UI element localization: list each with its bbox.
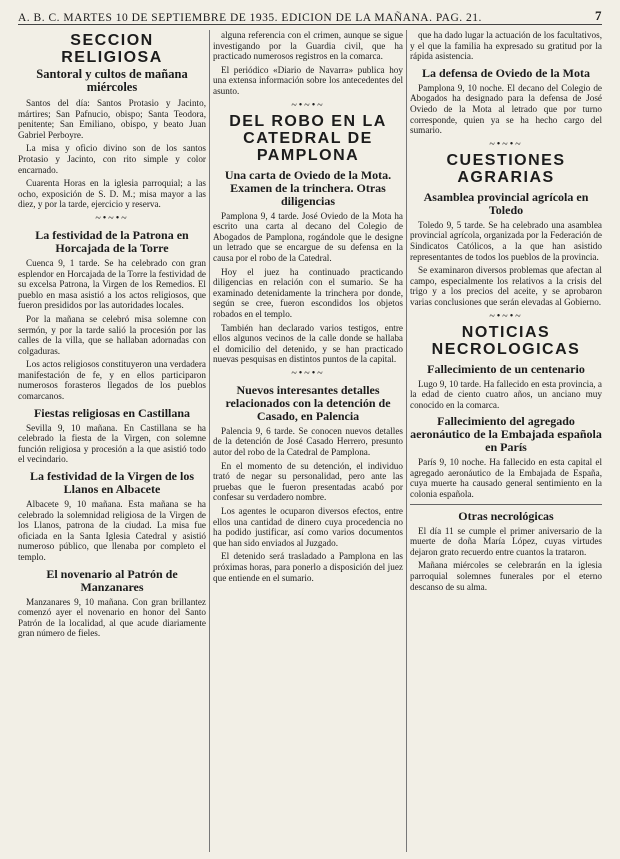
- article-paragraph: Cuenca 9, 1 tarde. Se ha celebrado con gran esplendor en Horcajada de la Torre la festividad de su excelsa Patrona, la Virgen de los Remedios. El pueblo en masa asistió a los actos religiosos, que fueron presididos por las autoridades locales.: [18, 257, 206, 311]
- section-subheadline: Santoral y cultos de mañana miércoles: [36, 67, 188, 94]
- article-paragraph: Toledo 9, 5 tarde. Se ha celebrado una asamblea provincial agrícola, organizada por la Federación de Sindicatos Católicos, a la que han asistido representantes de todos los pueblos de la provincia.: [410, 219, 602, 262]
- article-paragraph: El día 11 se cumple el primer aniversario de la muerte de doña María López, cuyas virtudes dejaron grato recuerdo entre cuantos la trataron.: [410, 525, 602, 557]
- ornament-divider: ~•~•~: [489, 310, 523, 322]
- article-paragraph: Lugo 9, 10 tarde. Ha fallecido en esta provincia, a la edad de ciento cuatro años, un anciano muy conocido en la comarca.: [410, 378, 602, 410]
- article-paragraph: Los actos religiosos constituyeron una verdadera manifestación de fe, y en ellos participaron numerosos forasteros llegados de los pueblos comarcanos.: [18, 359, 206, 402]
- section-headline: CUESTIONES AGRARIAS: [446, 151, 566, 186]
- article-paragraph: El detenido será trasladado a Pamplona en las próximas horas, para ponerlo a disposición del juez que entiende en el sumario.: [213, 551, 403, 583]
- column-center: [213, 30, 403, 854]
- article-headline: Fallecimiento de un centenario: [427, 361, 585, 376]
- column-right: [410, 30, 602, 854]
- article-headline: Una carta de Oviedo de la Mota. Examen de la trinchera. Otras diligencias: [224, 167, 392, 208]
- ornament-divider: ~•~•~: [291, 367, 325, 379]
- section-headline: SECCION RELIGIOSA: [61, 32, 163, 66]
- masthead-date-line: A. B. C. MARTES 10 DE SEPTIEMBRE DE 1935. EDICION DE LA MAÑANA. PAG. 21.: [18, 12, 482, 24]
- article-headline: Fiestas religiosas en Castillana: [33, 405, 191, 420]
- article-paragraph: Hoy el juez ha continuado practicando diligencias en relación con el sumario. Se ha examinado detenidamente la trinchera por donde, según se cree, fueron escondidos los objetos robados en el templo.: [213, 266, 403, 319]
- article-paragraph: Se examinaron diversos problemas que afectan al campo, especialmente los relativos a la crisis del trigo y a los precios del aceite, y se aprobaron varias conclusiones que serán elevadas al Gobierno.: [410, 265, 602, 307]
- article-paragraph: Pamplona 9, 4 tarde. José Oviedo de la Mota ha escrito una carta al decano del Colegio de Abogados de Pamplona, rogándole que le designe un letrado que se encargue de su defensa en la causa por el robo de la Catedral.: [213, 210, 403, 263]
- article-paragraph: Pamplona 9, 10 noche. El decano del Colegio de Abogados ha designado para la defensa de José Oviedo de la Mota al letrado que por turno corresponde, quien ya se ha hecho cargo del sumario.: [410, 82, 602, 136]
- article-headline: La festividad de la Patrona en Horcajada de la Torre: [35, 227, 189, 255]
- article-paragraph: alguna referencia con el crimen, aunque se sigue investigando por la Guardia civil, que ha practicado numerosos registros en la comarca.: [213, 30, 403, 62]
- article-paragraph: Mañana miércoles se celebrarán en la iglesia parroquial solemnes funerales por el eterno descanso de su alma.: [410, 560, 602, 592]
- article-headline: La festividad de la Virgen de los Llanos en Albacete: [29, 469, 194, 497]
- article-headline: Otras necrológicas: [458, 508, 554, 523]
- section-headline: NOTICIAS NECROLOGICAS: [431, 323, 581, 358]
- article-paragraph: Sevilla 9, 10 mañana. En Castillana se ha celebrado la fiesta de la Virgen, con solemne función religiosa y procesión a la que asistió todo el vecindario.: [18, 422, 206, 465]
- ornament-divider: ~•~•~: [291, 99, 325, 111]
- column-divider: [209, 30, 210, 852]
- section-headline: DEL ROBO EN LA CATEDRAL DE PAMPLONA: [229, 112, 387, 164]
- ornament-divider: ~•~•~: [95, 212, 129, 224]
- article-paragraph: En el momento de su detención, el individuo trató de negar su personalidad, pero ante las pruebas que le fueron presentadas acabó por confesar su verdadero nombre.: [213, 460, 403, 503]
- article-paragraph: Palencia 9, 6 tarde. Se conocen nuevos detalles de la detención de José Casado Herrero, presunto autor del robo de la Catedral de Pamplona.: [213, 425, 403, 458]
- article-paragraph: que ha dado lugar la actuación de los facultativos, y el que la familia ha expresado su gratitud por la rápida asistencia.: [410, 30, 602, 62]
- page-number: 7: [595, 8, 602, 23]
- article-headline: El novenario al Patrón de Manzanares: [46, 566, 178, 594]
- article-paragraph: La misa y oficio divino son de los santos Protasio y Jacinto, con rito simple y color encarnado.: [18, 143, 206, 175]
- article-paragraph: Los agentes le ocuparon diversos efectos, entre ellos una cantidad de dinero cuya procedencia no ha podido justificar, así como varios documentos que han sido enviados al Juzgado.: [213, 506, 403, 548]
- article-headline: La defensa de Oviedo de la Mota: [422, 65, 590, 80]
- article-paragraph: Cuarenta Horas en la iglesia parroquial; a las ocho, exposición de S. D. M.; misa mayor a las diez, y por la tarde, ejercicio y reserva.: [18, 178, 206, 210]
- article-paragraph: Por la mañana se celebró misa solemne con sermón, y por la tarde salió la procesión por las calles de la villa, que se hallaban adornadas con colgaduras.: [18, 313, 206, 356]
- divider-rule: [410, 504, 602, 505]
- article-paragraph: Manzanares 9, 10 mañana. Con gran brillantez comenzó ayer el novenario en honor del Santo Patrón de la localidad, al que acude diariamente gran número de fieles.: [18, 596, 206, 639]
- article-headline: Asamblea provincial agrícola en Toledo: [423, 189, 589, 217]
- article-paragraph: París 9, 10 noche. Ha fallecido en esta capital el agregado aeronáutico de la Embajada de España, cuya muerte ha causado general sentimiento en la colonia española.: [410, 457, 602, 500]
- ornament-divider: ~•~•~: [489, 138, 523, 150]
- article-paragraph: Albacete 9, 10 mañana. Esta mañana se ha celebrado la solemnidad religiosa de la Virgen de los Llanos, patrona de la ciudad. La misa fue oficiada en la Santa Iglesia Catedral y asistió numeroso público, que llenaba por completo el templo.: [18, 499, 206, 562]
- column-divider: [406, 30, 407, 852]
- article-paragraph: Santos del día: Santos Protasio y Jacinto, mártires; San Pafnucio, obispo; Santa Teodora, penitente; San Emiliano, obispo, y beato Juan Gabriel Perboyre.: [18, 98, 206, 140]
- article-headline: Nuevos interesantes detalles relacionados con la detención de Casado, en Palencia: [225, 382, 391, 423]
- column-left: [18, 30, 206, 854]
- masthead: [18, 6, 602, 25]
- article-headline: Fallecimiento del agregado aeronáutico de la Embajada española en París: [410, 414, 602, 455]
- article-paragraph: El periódico «Diario de Navarra» publica hoy una extensa información sobre los antecedentes del asunto.: [213, 64, 403, 96]
- article-paragraph: También han declarado varios testigos, entre ellos algunos vecinos de la calle donde se hallaba el domicilio del detenido, y se han practicado nuevas pesquisas en distintos puntos de la capital.: [213, 322, 403, 365]
